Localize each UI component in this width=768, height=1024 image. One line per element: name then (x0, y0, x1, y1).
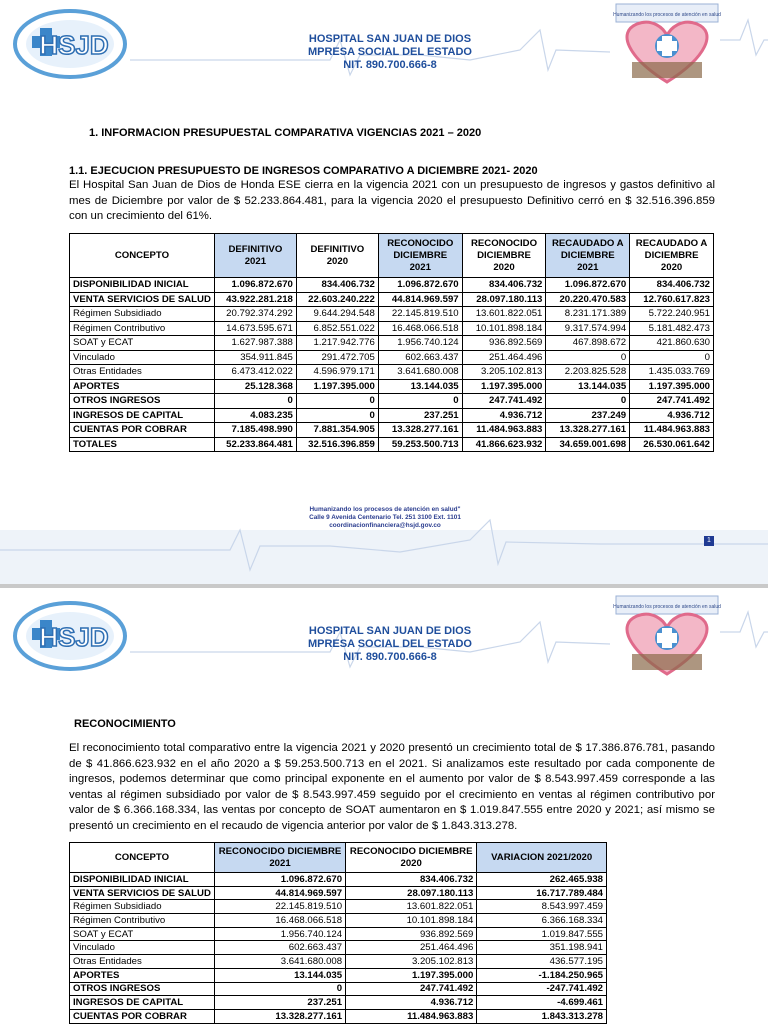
value-cell: 1.197.395.000 (296, 379, 378, 394)
value-cell: 5.722.240.951 (630, 307, 714, 322)
row-label-cell: INGRESOS DE CAPITAL (70, 996, 215, 1010)
value-cell: 354.911.845 (214, 350, 296, 365)
value-cell: 1.217.942.776 (296, 336, 378, 351)
value-cell: 3.641.680.008 (378, 365, 462, 380)
value-cell: 10.101.898.184 (462, 321, 546, 336)
table-header-row (70, 234, 714, 278)
value-cell: 4.083.235 (214, 408, 296, 423)
svg-text:Humanizando los procesos de at: Humanizando los procesos de atención en salud (613, 12, 721, 18)
value-cell: 1.435.033.769 (630, 365, 714, 380)
footer-slogan: Humanizando los procesos de atención en salud" (309, 506, 461, 513)
value-cell: 936.892.569 (346, 927, 477, 941)
value-cell: 834.406.732 (296, 278, 378, 293)
table-header-row (70, 843, 607, 873)
value-cell: 1.627.987.388 (214, 336, 296, 351)
value-cell: 1.197.395.000 (630, 379, 714, 394)
table-header-cell: CONCEPTO (70, 234, 215, 278)
value-cell: 59.253.500.713 (378, 437, 462, 452)
value-cell: 602.663.437 (214, 941, 345, 955)
value-cell: 11.484.963.883 (346, 1009, 477, 1023)
row-label-cell: INGRESOS DE CAPITAL (70, 408, 215, 423)
value-cell: 602.663.437 (378, 350, 462, 365)
value-cell: 1.197.395.000 (462, 379, 546, 394)
table-header-cell: RECAUDADO A DICIEMBRE 2021 (546, 234, 630, 278)
table-row (70, 886, 607, 900)
value-cell: 4.936.712 (630, 408, 714, 423)
value-cell: 237.249 (546, 408, 630, 423)
table-header-cell: DEFINITIVO 2020 (296, 234, 378, 278)
table-header-cell: RECAUDADO A DICIEMBRE 2020 (630, 234, 714, 278)
table-header-cell: DEFINITIVO 2021 (214, 234, 296, 278)
value-cell: 0 (214, 982, 345, 996)
page-header (0, 0, 768, 92)
value-cell: 52.233.864.481 (214, 437, 296, 452)
value-cell: 1.096.872.670 (378, 278, 462, 293)
value-cell: 1.096.872.670 (546, 278, 630, 293)
hospital-logo-icon (12, 600, 130, 672)
value-cell: 11.484.963.883 (630, 423, 714, 438)
svg-text:HSJD: HSJD (39, 622, 109, 652)
value-cell: 1.096.872.670 (214, 278, 296, 293)
value-cell: 22.145.819.510 (378, 307, 462, 322)
value-cell: 262.465.938 (477, 873, 607, 887)
value-cell: 251.464.496 (346, 941, 477, 955)
row-label-cell: Régimen Subsidiado (70, 307, 215, 322)
table-row (70, 379, 714, 394)
hospital-subtitle: MPRESA SOCIAL DEL ESTADO (307, 638, 472, 650)
hospital-header-text (200, 33, 580, 72)
value-cell: 3.205.102.813 (346, 955, 477, 969)
value-cell: 44.814.969.597 (214, 886, 345, 900)
value-cell: 13.328.277.161 (378, 423, 462, 438)
value-cell: 834.406.732 (630, 278, 714, 293)
value-cell: 251.464.496 (462, 350, 546, 365)
value-cell: 1.843.313.278 (477, 1009, 607, 1023)
svg-text:Humanizando los procesos de at: Humanizando los procesos de atención en salud (613, 604, 721, 610)
value-cell: 13.328.277.161 (546, 423, 630, 438)
row-label-cell: DISPONIBILIDAD INICIAL (70, 873, 215, 887)
page-header (0, 592, 768, 684)
humanization-heart-logo-icon (612, 594, 722, 678)
value-cell: 4.936.712 (462, 408, 546, 423)
section-heading: 1. INFORMACION PRESUPUESTAL COMPARATIVA VIGENCIAS 2021 – 2020 (89, 127, 482, 139)
value-cell: 16.468.066.518 (214, 914, 345, 928)
value-cell: 12.760.617.823 (630, 292, 714, 307)
value-cell: 0 (214, 394, 296, 409)
table-row (70, 307, 714, 322)
table-row (70, 873, 607, 887)
value-cell: 28.097.180.113 (346, 886, 477, 900)
value-cell: 20.220.470.583 (546, 292, 630, 307)
value-cell: 9.317.574.994 (546, 321, 630, 336)
row-label-cell: CUENTAS POR COBRAR (70, 423, 215, 438)
value-cell: 1.956.740.124 (214, 927, 345, 941)
value-cell: 0 (546, 394, 630, 409)
table-row (70, 914, 607, 928)
value-cell: 20.792.374.292 (214, 307, 296, 322)
value-cell: 5.181.482.473 (630, 321, 714, 336)
value-cell: 1.019.847.555 (477, 927, 607, 941)
table-row (70, 292, 714, 307)
value-cell: 43.922.281.218 (214, 292, 296, 307)
value-cell: 436.577.195 (477, 955, 607, 969)
value-cell: 6.366.168.334 (477, 914, 607, 928)
value-cell: -1.184.250.965 (477, 968, 607, 982)
value-cell: 6.473.412.022 (214, 365, 296, 380)
table-row (70, 278, 714, 293)
value-cell: 2.203.825.528 (546, 365, 630, 380)
footer-address: Calle 9 Avenida Centenario Tel. 251 3100 Ext. 1101 (309, 514, 461, 521)
value-cell: 3.641.680.008 (214, 955, 345, 969)
value-cell: 16.717.789.484 (477, 886, 607, 900)
value-cell: 0 (296, 394, 378, 409)
table-header-cell: RECONOCIDO DICIEMBRE 2020 (346, 843, 477, 873)
table-row (70, 437, 714, 452)
value-cell: 8.543.997.459 (477, 900, 607, 914)
page-number: 1 (704, 536, 714, 546)
value-cell: 25.128.368 (214, 379, 296, 394)
value-cell: 834.406.732 (346, 873, 477, 887)
value-cell: 8.231.171.389 (546, 307, 630, 322)
value-cell: -247.741.492 (477, 982, 607, 996)
row-label-cell: Régimen Contributivo (70, 914, 215, 928)
table-row (70, 408, 714, 423)
table-header-cell: RECONOCIDO DICIEMBRE 2021 (214, 843, 345, 873)
table-row (70, 927, 607, 941)
row-label-cell: Vinculado (70, 350, 215, 365)
value-cell: 7.185.498.990 (214, 423, 296, 438)
row-label-cell: DISPONIBILIDAD INICIAL (70, 278, 215, 293)
row-label-cell: SOAT y ECAT (70, 336, 215, 351)
value-cell: 4.596.979.171 (296, 365, 378, 380)
value-cell: 3.205.102.813 (462, 365, 546, 380)
value-cell: 421.860.630 (630, 336, 714, 351)
value-cell: 247.741.492 (346, 982, 477, 996)
value-cell: 834.406.732 (462, 278, 546, 293)
value-cell: 13.601.822.051 (462, 307, 546, 322)
hospital-nit: NIT. 890.700.666-8 (343, 651, 437, 663)
row-label-cell: VENTA SERVICIOS DE SALUD (70, 886, 215, 900)
table-header-cell: VARIACION 2021/2020 (477, 843, 607, 873)
section-heading: RECONOCIMIENTO (74, 718, 176, 730)
table-row (70, 365, 714, 380)
row-label-cell: TOTALES (70, 437, 215, 452)
row-label-cell: OTROS INGRESOS (70, 394, 215, 409)
value-cell: 11.484.963.883 (462, 423, 546, 438)
value-cell: 1.956.740.124 (378, 336, 462, 351)
value-cell: 13.601.822.051 (346, 900, 477, 914)
hospital-logo-icon (12, 8, 130, 80)
value-cell: 13.144.035 (214, 968, 345, 982)
value-cell: 247.741.492 (462, 394, 546, 409)
row-label-cell: Otras Entidades (70, 955, 215, 969)
value-cell: 9.644.294.548 (296, 307, 378, 322)
intro-paragraph: El Hospital San Juan de Dios de Honda ESE cierra en la vigencia 2021 con un presupuesto de ingresos y gastos definitivo al mes de Diciembre por valor de $ 52.233.864.481, para la vigencia 2020 el presupuesto Definitivo cerró en $ 32.516.396.859 con un crecimiento del 61%. (69, 179, 715, 222)
value-cell: 467.898.672 (546, 336, 630, 351)
value-cell: -4.699.461 (477, 996, 607, 1010)
value-cell: 291.472.705 (296, 350, 378, 365)
value-cell: 4.936.712 (346, 996, 477, 1010)
table-row (70, 996, 607, 1010)
value-cell: 22.145.819.510 (214, 900, 345, 914)
value-cell: 16.468.066.518 (378, 321, 462, 336)
value-cell: 237.251 (214, 996, 345, 1010)
humanization-heart-logo-icon (612, 2, 722, 86)
value-cell: 0 (630, 350, 714, 365)
budget-comparison-table (69, 233, 714, 452)
value-cell: 13.144.035 (378, 379, 462, 394)
footer-email: coordinacionfinanciera@hsjd.gov.co (329, 522, 441, 529)
value-cell: 44.814.969.597 (378, 292, 462, 307)
value-cell: 7.881.354.905 (296, 423, 378, 438)
table-header-cell: CONCEPTO (70, 843, 215, 873)
hospital-name: HOSPITAL SAN JUAN DE DIOS (308, 33, 472, 45)
row-label-cell: CUENTAS POR COBRAR (70, 1009, 215, 1023)
footer-background (0, 480, 768, 584)
footer-text (220, 506, 550, 530)
value-cell: 41.866.623.932 (462, 437, 546, 452)
row-label-cell: OTROS INGRESOS (70, 982, 215, 996)
row-label-cell: Régimen Subsidiado (70, 900, 215, 914)
table-row (70, 982, 607, 996)
row-label-cell: APORTES (70, 379, 215, 394)
subsection-heading: 1.1. EJECUCION PRESUPUESTO DE INGRESOS COMPARATIVO A DICIEMBRE 2021- 2020 (69, 165, 538, 177)
value-cell: 6.852.551.022 (296, 321, 378, 336)
table-row (70, 336, 714, 351)
hospital-header-text (200, 625, 580, 664)
table-row (70, 955, 607, 969)
row-label-cell: Otras Entidades (70, 365, 215, 380)
page-footer (0, 480, 768, 584)
value-cell: 26.530.061.642 (630, 437, 714, 452)
table-header-cell: RECONOCIDO DICIEMBRE 2020 (462, 234, 546, 278)
value-cell: 936.892.569 (462, 336, 546, 351)
hospital-subtitle: MPRESA SOCIAL DEL ESTADO (307, 46, 472, 58)
value-cell: 28.097.180.113 (462, 292, 546, 307)
svg-text:HSJD: HSJD (39, 30, 109, 60)
value-cell: 237.251 (378, 408, 462, 423)
value-cell: 0 (378, 394, 462, 409)
hospital-nit: NIT. 890.700.666-8 (343, 59, 437, 71)
value-cell: 22.603.240.222 (296, 292, 378, 307)
table-row (70, 1009, 607, 1023)
recognition-comparison-table (69, 842, 607, 1024)
value-cell: 0 (546, 350, 630, 365)
value-cell: 32.516.396.859 (296, 437, 378, 452)
row-label-cell: Vinculado (70, 941, 215, 955)
value-cell: 351.198.941 (477, 941, 607, 955)
row-label-cell: APORTES (70, 968, 215, 982)
value-cell: 13.144.035 (546, 379, 630, 394)
table-row (70, 423, 714, 438)
table-row (70, 350, 714, 365)
value-cell: 14.673.595.671 (214, 321, 296, 336)
table-row (70, 321, 714, 336)
value-cell: 34.659.001.698 (546, 437, 630, 452)
document-page-2 (0, 588, 768, 1024)
table-row (70, 900, 607, 914)
value-cell: 1.096.872.670 (214, 873, 345, 887)
value-cell: 247.741.492 (630, 394, 714, 409)
value-cell: 10.101.898.184 (346, 914, 477, 928)
table-row (70, 941, 607, 955)
value-cell: 0 (296, 408, 378, 423)
recognition-paragraph: El reconocimiento total comparativo entre la vigencia 2021 y 2020 presentó un crecimiento total de $ 17.386.876.781, pasando de $ 41.866.623.932 en el año 2020 a $ 59.253.500.713 en el 2021. Si analizamos este resultado por cada componente de ingresos, podemos determinar que como principal exponente en el aumento por valor de $ 8.543.997.459 corresponde a las ventas al régimen subsidiado por valor de $ 8.543.997.459 seguido por el crecimiento en ventas al régimen contributivo por valor de $ 6.366.168.334, las ventas por concepto de SOAT aumentaron en $ 1.019.847.555 entre 2020 y 2021; así mismo se presentó un crecimiento en el recaudo de vigencia anterior por valor de $ 1.843.313.278. (69, 742, 715, 832)
hospital-name: HOSPITAL SAN JUAN DE DIOS (308, 625, 472, 637)
table-header-cell: RECONOCIDO DICIEMBRE 2021 (378, 234, 462, 278)
row-label-cell: SOAT y ECAT (70, 927, 215, 941)
row-label-cell: Régimen Contributivo (70, 321, 215, 336)
table-row (70, 394, 714, 409)
row-label-cell: VENTA SERVICIOS DE SALUD (70, 292, 215, 307)
value-cell: 1.197.395.000 (346, 968, 477, 982)
value-cell: 13.328.277.161 (214, 1009, 345, 1023)
table-row (70, 968, 607, 982)
